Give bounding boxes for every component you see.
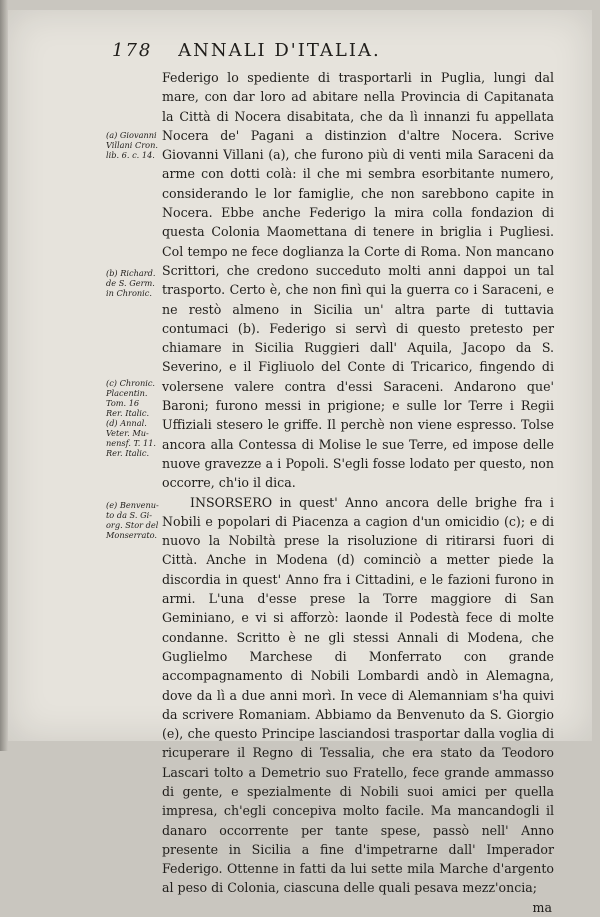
margin-note-e: (e) Benvenu- to da S. Gi- org. Stor del Monserrato. <box>106 500 159 540</box>
catchword: ma <box>532 899 552 915</box>
paragraph-2: INSORSERO in quest' Anno ancora delle brighe fra i Nobili e popolari di Piacenza a cagion d'un omicidio (c); e di nuovo la Nobiltà prese la risoluzione di ritirarsi fuori di Città. Anche in Modena (d) cominciò a metter piede la discordia in quest' Anno fra i Cittadini, e le fazioni furono in armi. L'una d'esse prese la Torre maggiore di San Geminiano, e vi si afforzò: laonde il Podestà fece di molte condanne. Scritto è ne gli stessi Annali di Modena, che Guglielmo Marchese di Monferrato con grande accompagnamento di Nobili Lombardi andò in Alemagna, dove da lì a due anni morì. In vece di Alemanniam s'ha quivi da scrivere Romaniam. Abbiamo da Benvenuto da S. Giorgio (e), che questo Principe lasciandosi trasportar dalla voglia di ricuperare il Regno di Tessalia, che era stato da Teodoro Lascari tolto a Demetrio suo Fratello, fece grande ammasso di gente, e spezialmente di Nobili suoi amici per quella impresa, ch'egli concepiva molto facile. Ma mancandogli il danaro occorrente per tante spese, passò nell' Anno presente in Sicilia a fine d'impetrarne dall' Imperador Federigo. Ottenne in fatti da lui sette mila Marche d'argento al peso di Colonia, ciascuna delle quali pesava mezz'oncia; <box>162 494 554 896</box>
body-text <box>162 68 554 917</box>
margin-note-a: (a) Giovanni Villani Cron. lib. 6. c. 14. <box>106 130 158 160</box>
margin-note-c-d: (c) Chronic. Placentin. Tom. 16 Rer. Italic. (d) Annal. Veter. Mu- nensf. T. 11. Rer. Italic. <box>106 378 157 458</box>
running-header <box>112 40 552 61</box>
running-title: ANNALI D'ITALIA. <box>178 40 381 61</box>
margin-note-b: (b) Richard. de S. Germ. in Chronic. <box>106 268 156 298</box>
page-binding-shadow <box>0 0 8 751</box>
paragraph-1: Federigo lo spediente di trasportarli in Puglia, lungi dal mare, con dar loro ad abitare nella Provincia di Capitanata la Città di Nocera disabitata, che da lì innanzi fu appellata Nocera de' Pagani a distinzion d'altre Nocera. Scrive Giovanni Villani (a), che furono più di venti mila Saraceni da arme con dotti colà: il che mi sembra esorbitante numero, considerando le lor famiglie, che non sarebbono capite in Nocera. Ebbe anche Federigo la mira colla fondazion di questa Colonia Maomettana di tenere in briglia i Pugliesi. Col tempo ne fece doglianza la Corte di Roma. Non mancano Scrittori, che credono succeduto molti anni dappoi un tal trasporto. Certo è, che non finì qui la guerra co i Saraceni, e ne restò almeno in Sicilia un' altra parte di tuttavia contumaci (b). Federigo si servì di questo pretesto per chiamare in Sicilia Ruggieri dall' Aquila, Jacopo da S. Severino, e il Figliuolo del Conte di Tricarico, fingendo di volersene valere contra d'essi Saraceni. Andarono que' Baroni; furono messi in prigione; e sulle lor Terre i Regii Uffiziali stesero le griffe. Il perchè non viene espresso. Tolse ancora alla Contessa di Molise le sue Terre, ed impose delle nuove gravezze a i Popoli. S'egli fosse lodato per questo, non occorre, ch'io il dica. <box>162 70 554 491</box>
page-number: 178 <box>112 40 153 61</box>
